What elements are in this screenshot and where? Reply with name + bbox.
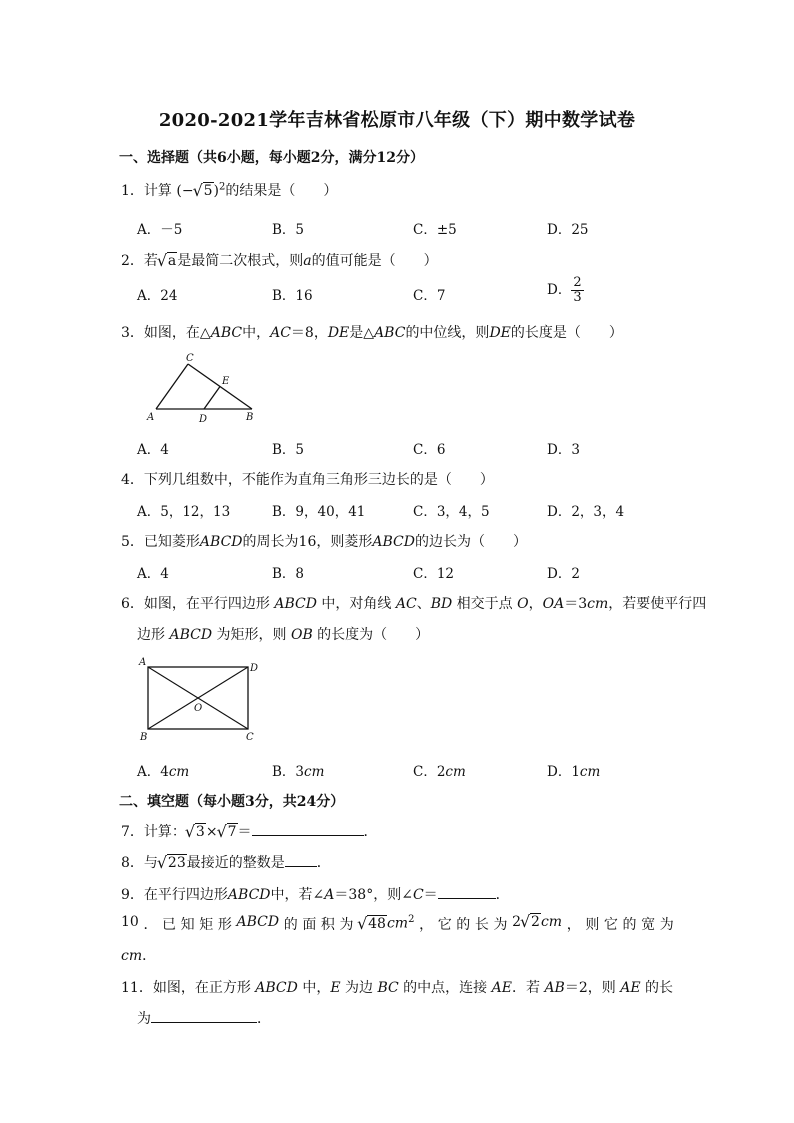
question-1: 1．计算 (−√ 5)$^2$的结果是（ ） xyxy=(121,180,337,200)
center-label-o: O xyxy=(194,703,203,714)
question-4: 4．下列几组数中，不能作为直角三角形三边长的是（ ） xyxy=(121,472,494,488)
page-title: 2020-2021学年吉林省松原市八年级（下）期中数学试卷 xyxy=(158,110,636,131)
vertex-label-a: A xyxy=(139,657,147,668)
q1-option-b[interactable]: B．5 xyxy=(272,222,305,238)
q6-option-d[interactable]: D．1cm xyxy=(547,764,601,780)
q1-option-d[interactable]: D．25 xyxy=(547,222,589,238)
q3-option-c[interactable]: C．6 xyxy=(413,442,446,458)
question-2: 2．若√ a是最简二次根式，则a的值可能是（ ） xyxy=(121,250,438,270)
vertex-label-c: C xyxy=(246,732,254,743)
q1-option-c[interactable]: C．±5 xyxy=(413,222,457,238)
question-6-line-1: 6．如图，在平行四边形 ABCD 中，对角线 AC、BD 相交于点 O，OA＝3cm，若要使平行四 xyxy=(121,596,707,612)
question-11-line-2: 为 ． xyxy=(137,1011,271,1027)
q2-option-c[interactable]: C．7 xyxy=(413,288,446,304)
question-10-line-2: cm． xyxy=(121,948,157,964)
q2-option-a[interactable]: A．24 xyxy=(137,288,178,304)
vertex-label-d: D xyxy=(250,663,259,674)
question-8: 8．与√ 23最接近的整数是 ． xyxy=(121,852,331,872)
q6-option-a[interactable]: A．4cm xyxy=(137,764,190,780)
question-3: 3．如图，在△ABC中，AC＝8，DE是△ABC的中位线，则DE的长度是（ ） xyxy=(121,325,623,341)
q8-answer-blank[interactable] xyxy=(285,854,317,867)
section-heading-choice: 一、选择题（共6小题，每小题2分，满分12分） xyxy=(119,150,424,166)
q4-option-b[interactable]: B．9，40，41 xyxy=(272,504,366,520)
question-6-line-2: 边形 ABCD 为矩形，则 OB 的长度为（ ） xyxy=(137,627,430,643)
q4-option-a[interactable]: A．5，12，13 xyxy=(137,504,231,520)
question-5: 5．已知菱形ABCD的周长为16，则菱形ABCD的边长为（ ） xyxy=(121,534,527,550)
vertex-label-c: C xyxy=(186,353,194,364)
q4-option-d[interactable]: D．2，3，4 xyxy=(547,504,625,520)
question-11-line-1: 11．如图，在正方形 ABCD 中，E 为边 BC 的中点，连接 AE．若 AB＝2，则 AE 的长 xyxy=(121,980,673,996)
q3-option-d[interactable]: D．3 xyxy=(547,442,580,458)
rectangle-figure xyxy=(136,655,262,745)
q1-option-a[interactable]: A．－5 xyxy=(137,222,183,238)
q5-option-a[interactable]: A．4 xyxy=(137,566,169,582)
q5-option-d[interactable]: D．2 xyxy=(547,566,580,582)
vertex-label-a: A xyxy=(147,412,155,423)
q6-option-c[interactable]: C．2cm xyxy=(413,764,466,780)
q5-option-b[interactable]: B．8 xyxy=(272,566,305,582)
section-heading-fill: 二、填空题（每小题3分，共24分） xyxy=(119,794,345,810)
q2-option-d[interactable]: D． $\frac{2}{3}$ xyxy=(547,275,582,305)
triangle-figure xyxy=(140,350,265,428)
q2-option-b[interactable]: B．16 xyxy=(272,288,313,304)
q11-answer-blank[interactable] xyxy=(151,1010,257,1023)
q5-option-c[interactable]: C．12 xyxy=(413,566,455,582)
vertex-label-b: B xyxy=(246,412,254,423)
question-9: 9．在平行四边形ABCD中，若∠A＝38°，则∠C＝ ． xyxy=(121,887,510,903)
question-10-line-1: 10 ． 已 知 矩 形 ABCD 的 面 积 为 √ $48cm^2$ ， 它 的 长 为 2√ 2cm ， 则 它 的 宽 为 xyxy=(121,914,674,934)
q7-answer-blank[interactable] xyxy=(252,823,364,836)
q4-option-c[interactable]: C．3，4，5 xyxy=(413,504,490,520)
q3-option-b[interactable]: B．5 xyxy=(272,442,305,458)
q9-answer-blank[interactable] xyxy=(438,886,496,899)
vertex-label-e: E xyxy=(222,376,230,387)
q6-option-b[interactable]: B．3cm xyxy=(272,764,325,780)
question-7: 7．计算：√ 3×√ 7＝ ． xyxy=(121,821,378,841)
q3-option-a[interactable]: A．4 xyxy=(137,442,169,458)
vertex-label-b: B xyxy=(140,732,148,743)
vertex-label-d: D xyxy=(199,414,208,425)
